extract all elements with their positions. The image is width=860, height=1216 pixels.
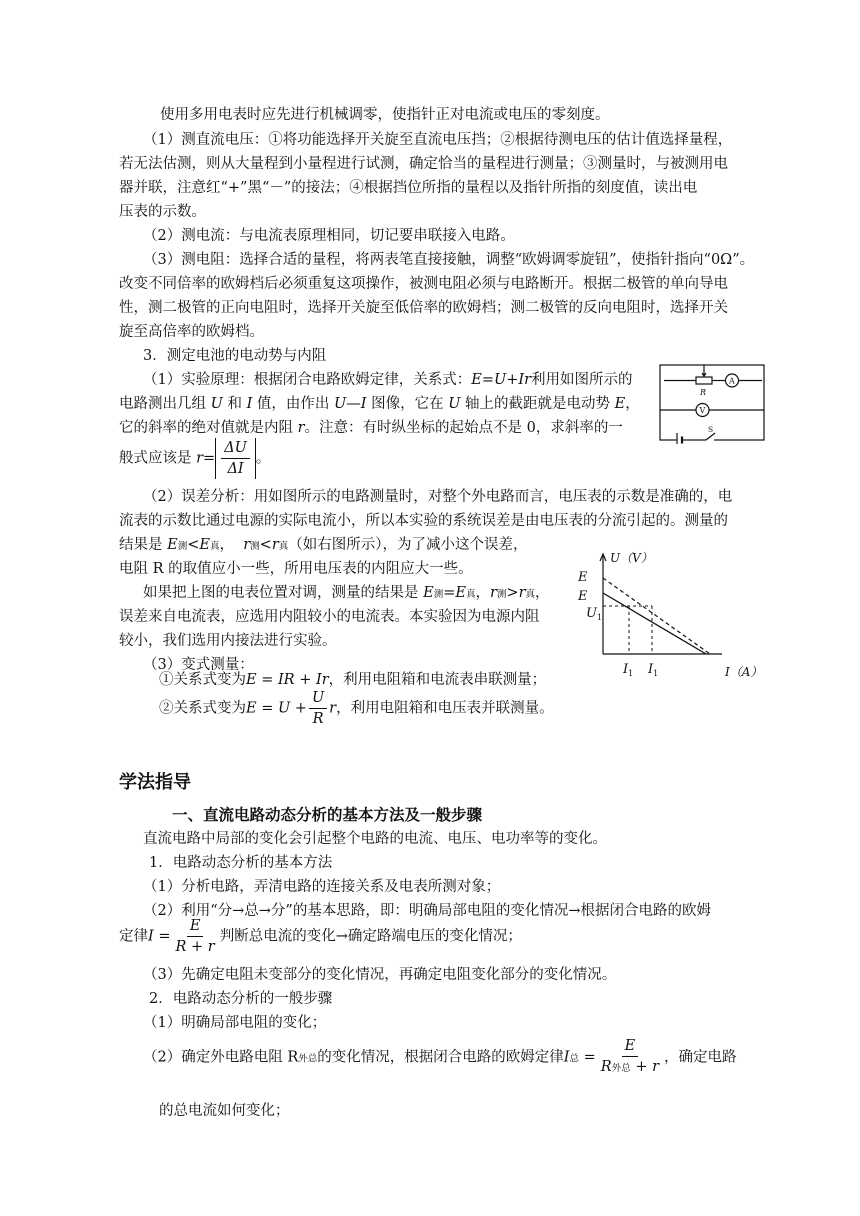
paragraph-slope-formula: 般式应该是 r= $\frac{\Delta U}{\Delta I}$ 。 bbox=[119, 440, 271, 477]
paragraph-resistance-line3: 性，测二极管的正向电阻时，选择开关旋至低倍率的欧姆档；测二极管的反向电阻时，选择开关 bbox=[119, 300, 728, 316]
paragraph-swap-line1: 如果把上图的电表位置对调，测量的结果是 E测=E真，r测>r真， bbox=[143, 585, 550, 601]
paragraph-general-step1: （1）明确局部电阻的变化； bbox=[143, 1015, 327, 1031]
section-title: 学法指导 bbox=[119, 772, 191, 793]
paragraph-swap-line3: 较小，我们选用内接法进行实验。 bbox=[119, 633, 337, 649]
equation-emf: E=U+Ir bbox=[471, 372, 531, 388]
paragraph-general-step2: （2）确定外电路电阻 R外总的变化情况，根据闭合电路的欧姆定律I总 = $\frac{E}{\text{R外总 + r}}$ ，确定电路 bbox=[143, 1038, 737, 1075]
ui-graph bbox=[572, 548, 772, 682]
section-heading-one: 一、直流电路动态分析的基本方法及一般步骤 bbox=[172, 806, 483, 824]
circuit-r-label: R bbox=[700, 388, 707, 397]
subheading-emf: 3．测定电池的电动势与内阻 bbox=[143, 348, 327, 364]
paragraph-variant-1: ①关系式变为E = IR + Ir，利用电阻箱和电流表串联测量； bbox=[159, 672, 547, 688]
paragraph-swap-line2: 误差来自电流表，应选用内阻较小的电流表。本实验因为电源内阻 bbox=[119, 609, 540, 625]
paragraph-dc-voltage-line1: （1）测直流电压：①将功能选择开关旋至直流电压挡；②根据待测电压的估计值选择量程， bbox=[143, 132, 733, 148]
ammeter-label: A bbox=[729, 376, 735, 386]
paragraph-resistance-line1: （3）测电阻：选择合适的量程，将两表笔直接接触，调整“欧姆调零旋钮”，使指针指向“0Ω”。 bbox=[143, 252, 755, 268]
paragraph-dc-voltage-line4: 压表的示数。 bbox=[119, 204, 206, 220]
label-e-true: E bbox=[578, 570, 588, 585]
label-e-measured: E bbox=[578, 589, 588, 604]
paragraph-error-line4: 电阻 R 的取值应小一些，所用电压表的内阻应大一些。 bbox=[119, 561, 473, 577]
paragraph-general-step2-end: 的总电流如何变化； bbox=[159, 1103, 290, 1119]
paragraph-variant-2: ②关系式变为E = U + $\frac{U}{R}$ r，利用电阻箱和电压表并联测量。 bbox=[159, 690, 554, 727]
equation-ir: E = IR + Ir bbox=[246, 672, 329, 688]
svg-text:U（V） bbox=[610, 551, 653, 565]
rheostat-symbol bbox=[696, 377, 712, 384]
paragraph-principle-line1: （1）实验原理：根据闭合电路欧姆定律，关系式：E=U+Ir利用如图所示的 bbox=[143, 372, 633, 388]
paragraph-error-line3: 结果是 E测<E真， r测<r真（如右图所示），为了减小这个误差， bbox=[119, 537, 528, 553]
paragraph-variant: （3）变式测量： bbox=[143, 657, 254, 673]
paragraph-principle-line2: 电路测出几组 U 和 I 值，由作出 U—I 图像，它在 U 轴上的截距就是电动势 E， bbox=[119, 396, 640, 412]
true-line bbox=[603, 578, 710, 654]
paragraph-dc-voltage-line3: 器并联，注意红“+”黑“－”的接法；④根据挡位所指的量程以及指针所指的刻度值，读出电 bbox=[119, 180, 698, 196]
paragraph-current: （2）测电流：与电流表原理相同，切记要串联接入电路。 bbox=[143, 228, 515, 244]
paragraph-step3: （3）先确定电阻未变部分的变化情况，再确定电阻变化部分的变化情况。 bbox=[143, 967, 617, 983]
subheading-method: 1．电路动态分析的基本方法 bbox=[149, 855, 333, 871]
circuit-diagram bbox=[658, 362, 768, 444]
paragraph-step2-line2: 定律I = $\frac{E}{R + r}$ 判断总电流的变化→确定路端电压的变化情况； bbox=[119, 918, 522, 955]
label-i1-left: $I_1$ bbox=[623, 662, 634, 678]
measured-line bbox=[603, 593, 706, 654]
paragraph-zero-adjust: 使用多用电表时应先进行机械调零，使指针正对电流或电压的零刻度。 bbox=[160, 107, 610, 123]
voltmeter-label: V bbox=[699, 406, 706, 415]
abs-value-bars: $\frac{\Delta U}{\Delta I}$ bbox=[215, 438, 256, 479]
paragraph-principle-line3: 它的斜率的绝对值就是内阻 r。注意：有时纵坐标的起始点不是 0，求斜率的一 bbox=[119, 420, 623, 436]
paragraph-resistance-line2: 改变不同倍率的欧姆档后必须重复这项操作，被测电阻必须与电路断开。根据二极管的单向导电 bbox=[119, 276, 728, 292]
paragraph-resistance-line4: 旋至高倍率的欧姆档。 bbox=[119, 324, 264, 340]
paragraph-error-line2: 流表的示数比通过电源的实际电流小，所以本实验的系统误差是由电压表的分流引起的。测量的 bbox=[119, 513, 728, 529]
paragraph-dc-voltage-line2: 若无法估测，则从大量程到小量程进行试测，确定恰当的量程进行测量；③测量时，与被测用电 bbox=[119, 156, 728, 172]
label-i1-right: $I_1$ bbox=[648, 662, 659, 678]
label-u1: $U_1$ bbox=[586, 606, 603, 622]
paragraph-step1: （1）分析电路，弄清电路的连接关系及电表所测对象； bbox=[143, 879, 501, 895]
x-axis-label: I（A） bbox=[725, 665, 763, 679]
paragraph-step2-line1: （2）利用“分→总→分”的基本思路，即：明确局部电阻的变化情况→根据闭合电路的欧姆 bbox=[143, 903, 711, 919]
paragraph-intro: 直流电路中局部的变化会引起整个电路的电流、电压、电功率等的变化。 bbox=[143, 831, 607, 847]
paragraph-error-line1: （2）误差分析：用如图所示的电路测量时，对整个外电路而言，电压表的示数是准确的，电 bbox=[143, 489, 733, 505]
y-axis-label: U（V） bbox=[610, 551, 653, 565]
switch-label: S bbox=[708, 425, 714, 434]
subheading-steps: 2．电路动态分析的一般步骤 bbox=[149, 991, 333, 1007]
